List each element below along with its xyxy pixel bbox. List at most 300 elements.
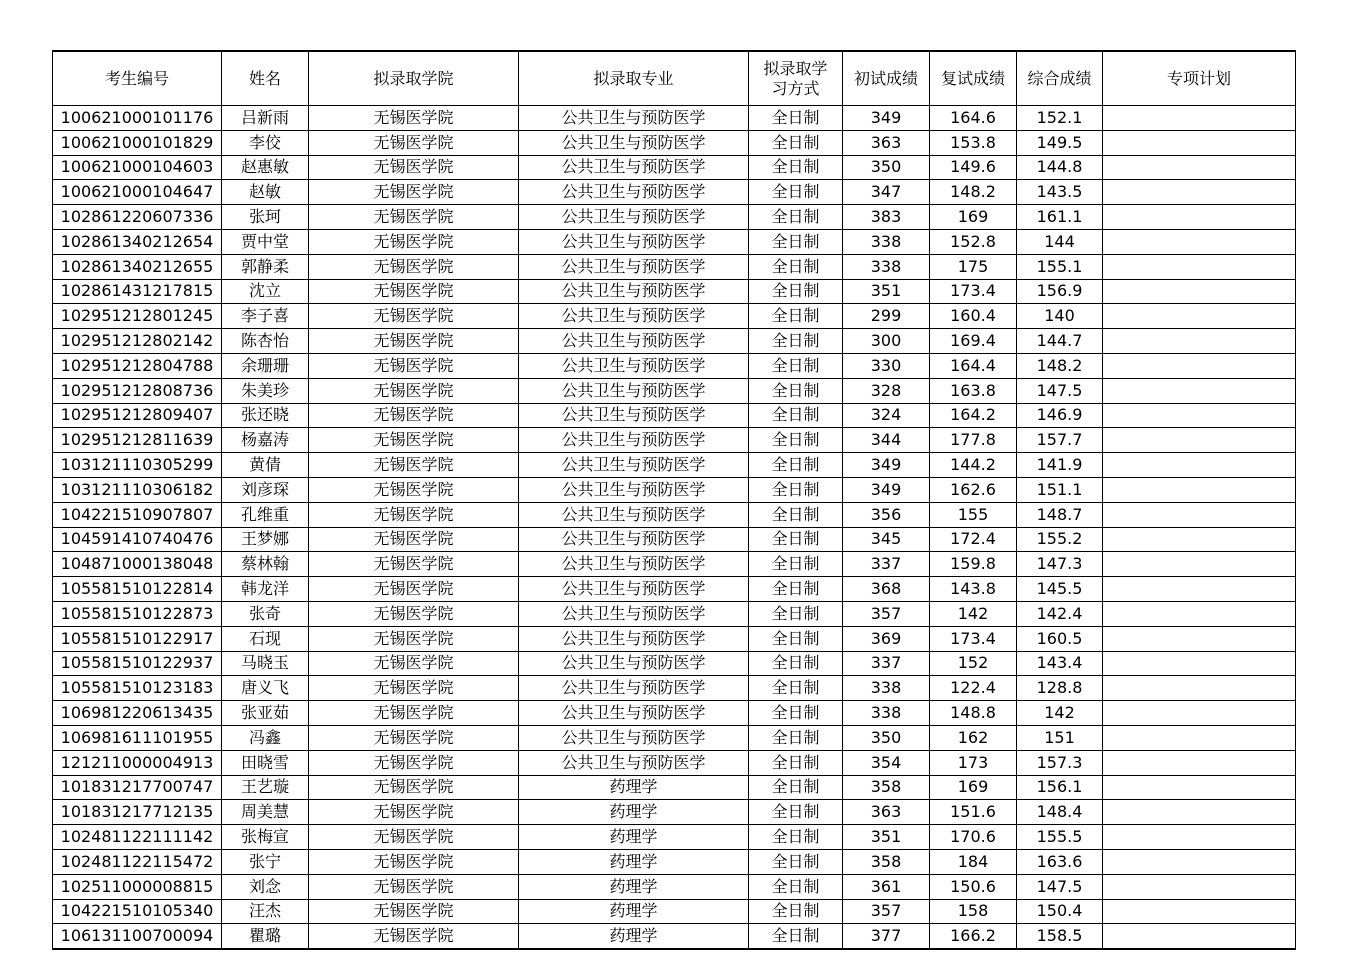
cell-name: 吕新雨	[222, 106, 309, 131]
cell-major: 药理学	[519, 849, 749, 874]
cell-major: 公共卫生与预防医学	[519, 750, 749, 775]
cell-study-mode: 全日制	[749, 924, 843, 949]
header-special-plan: 专项计划	[1103, 51, 1296, 106]
cell-special-plan	[1103, 800, 1296, 825]
cell-name: 张梅宣	[222, 825, 309, 850]
table-header	[53, 51, 1296, 106]
cell-initial-score: 377	[843, 924, 930, 949]
cell-name: 张亚茹	[222, 701, 309, 726]
cell-total-score: 147.3	[1017, 552, 1103, 577]
header-study-mode-line1: 拟录取学	[763, 58, 828, 78]
admission-table	[52, 50, 1296, 950]
cell-exam-id: 102951212809407	[53, 403, 222, 428]
cell-total-score: 152.1	[1017, 106, 1103, 131]
cell-exam-id: 102861431217815	[53, 279, 222, 304]
cell-name: 朱美珍	[222, 378, 309, 403]
cell-total-score: 151	[1017, 725, 1103, 750]
cell-retest-score: 184	[930, 849, 1017, 874]
cell-retest-score: 144.2	[930, 453, 1017, 478]
cell-study-mode: 全日制	[749, 304, 843, 329]
cell-retest-score: 150.6	[930, 874, 1017, 899]
cell-retest-score: 158	[930, 899, 1017, 924]
cell-college: 无锡医学院	[309, 651, 519, 676]
cell-exam-id: 104221510907807	[53, 502, 222, 527]
cell-initial-score: 337	[843, 651, 930, 676]
cell-name: 刘彦琛	[222, 477, 309, 502]
cell-special-plan	[1103, 725, 1296, 750]
cell-college: 无锡医学院	[309, 750, 519, 775]
cell-retest-score: 170.6	[930, 825, 1017, 850]
cell-total-score: 143.5	[1017, 180, 1103, 205]
cell-study-mode: 全日制	[749, 825, 843, 850]
cell-major: 公共卫生与预防医学	[519, 205, 749, 230]
cell-initial-score: 344	[843, 428, 930, 453]
cell-major: 药理学	[519, 924, 749, 949]
cell-major: 公共卫生与预防医学	[519, 453, 749, 478]
cell-name: 冯鑫	[222, 725, 309, 750]
cell-name: 李佼	[222, 130, 309, 155]
cell-study-mode: 全日制	[749, 106, 843, 131]
cell-exam-id: 104871000138048	[53, 552, 222, 577]
cell-college: 无锡医学院	[309, 825, 519, 850]
table-row	[53, 106, 1296, 131]
table-body	[53, 106, 1296, 950]
cell-major: 公共卫生与预防医学	[519, 155, 749, 180]
cell-major: 公共卫生与预防医学	[519, 279, 749, 304]
cell-major: 公共卫生与预防医学	[519, 676, 749, 701]
cell-special-plan	[1103, 378, 1296, 403]
cell-special-plan	[1103, 825, 1296, 850]
cell-total-score: 157.7	[1017, 428, 1103, 453]
cell-college: 无锡医学院	[309, 428, 519, 453]
cell-study-mode: 全日制	[749, 180, 843, 205]
table-row	[53, 825, 1296, 850]
cell-initial-score: 368	[843, 577, 930, 602]
table-row	[53, 750, 1296, 775]
cell-retest-score: 169.4	[930, 329, 1017, 354]
cell-special-plan	[1103, 651, 1296, 676]
cell-college: 无锡医学院	[309, 329, 519, 354]
cell-name: 蔡林翰	[222, 552, 309, 577]
cell-name: 王艺璇	[222, 775, 309, 800]
cell-total-score: 150.4	[1017, 899, 1103, 924]
cell-retest-score: 153.8	[930, 130, 1017, 155]
cell-major: 药理学	[519, 899, 749, 924]
cell-study-mode: 全日制	[749, 750, 843, 775]
cell-exam-id: 121211000004913	[53, 750, 222, 775]
cell-special-plan	[1103, 676, 1296, 701]
cell-total-score: 140	[1017, 304, 1103, 329]
cell-retest-score: 164.4	[930, 353, 1017, 378]
cell-major: 公共卫生与预防医学	[519, 378, 749, 403]
cell-special-plan	[1103, 106, 1296, 131]
table-row	[53, 304, 1296, 329]
cell-total-score: 146.9	[1017, 403, 1103, 428]
cell-exam-id: 102861340212655	[53, 254, 222, 279]
cell-retest-score: 148.2	[930, 180, 1017, 205]
cell-retest-score: 155	[930, 502, 1017, 527]
cell-exam-id: 103121110305299	[53, 453, 222, 478]
cell-total-score: 145.5	[1017, 577, 1103, 602]
cell-total-score: 148.2	[1017, 353, 1103, 378]
cell-major: 公共卫生与预防医学	[519, 403, 749, 428]
cell-total-score: 149.5	[1017, 130, 1103, 155]
cell-retest-score: 159.8	[930, 552, 1017, 577]
cell-special-plan	[1103, 304, 1296, 329]
cell-college: 无锡医学院	[309, 155, 519, 180]
cell-exam-id: 100621000101829	[53, 130, 222, 155]
cell-retest-score: 173.4	[930, 279, 1017, 304]
cell-study-mode: 全日制	[749, 874, 843, 899]
cell-special-plan	[1103, 527, 1296, 552]
cell-study-mode: 全日制	[749, 254, 843, 279]
cell-name: 王梦娜	[222, 527, 309, 552]
cell-retest-score: 169	[930, 205, 1017, 230]
table-row	[53, 775, 1296, 800]
cell-initial-score: 299	[843, 304, 930, 329]
cell-retest-score: 152	[930, 651, 1017, 676]
cell-college: 无锡医学院	[309, 924, 519, 949]
cell-total-score: 156.1	[1017, 775, 1103, 800]
cell-retest-score: 160.4	[930, 304, 1017, 329]
cell-initial-score: 300	[843, 329, 930, 354]
cell-total-score: 148.4	[1017, 800, 1103, 825]
cell-total-score: 128.8	[1017, 676, 1103, 701]
cell-initial-score: 357	[843, 899, 930, 924]
cell-total-score: 147.5	[1017, 874, 1103, 899]
cell-study-mode: 全日制	[749, 899, 843, 924]
cell-major: 公共卫生与预防医学	[519, 180, 749, 205]
cell-study-mode: 全日制	[749, 130, 843, 155]
table-row	[53, 651, 1296, 676]
cell-total-score: 160.5	[1017, 626, 1103, 651]
table-row	[53, 502, 1296, 527]
table-row	[53, 254, 1296, 279]
cell-exam-id: 102951212802142	[53, 329, 222, 354]
cell-special-plan	[1103, 130, 1296, 155]
table-row	[53, 601, 1296, 626]
cell-exam-id: 100621000104603	[53, 155, 222, 180]
cell-exam-id: 103121110306182	[53, 477, 222, 502]
cell-special-plan	[1103, 849, 1296, 874]
cell-major: 公共卫生与预防医学	[519, 229, 749, 254]
cell-exam-id: 105581510122917	[53, 626, 222, 651]
cell-college: 无锡医学院	[309, 180, 519, 205]
cell-major: 药理学	[519, 775, 749, 800]
cell-major: 公共卫生与预防医学	[519, 130, 749, 155]
cell-initial-score: 328	[843, 378, 930, 403]
cell-initial-score: 349	[843, 453, 930, 478]
cell-exam-id: 100621000104647	[53, 180, 222, 205]
cell-major: 公共卫生与预防医学	[519, 601, 749, 626]
cell-total-score: 161.1	[1017, 205, 1103, 230]
cell-major: 公共卫生与预防医学	[519, 304, 749, 329]
cell-exam-id: 102511000008815	[53, 874, 222, 899]
cell-initial-score: 324	[843, 403, 930, 428]
cell-initial-score: 363	[843, 130, 930, 155]
cell-retest-score: 152.8	[930, 229, 1017, 254]
cell-special-plan	[1103, 155, 1296, 180]
cell-exam-id: 105581510122937	[53, 651, 222, 676]
header-name: 姓名	[222, 51, 309, 106]
cell-exam-id: 105581510122814	[53, 577, 222, 602]
table-row	[53, 676, 1296, 701]
table-row	[53, 552, 1296, 577]
cell-name: 汪杰	[222, 899, 309, 924]
cell-special-plan	[1103, 552, 1296, 577]
cell-initial-score: 338	[843, 701, 930, 726]
cell-college: 无锡医学院	[309, 279, 519, 304]
table-row	[53, 130, 1296, 155]
table-row	[53, 849, 1296, 874]
cell-name: 张奇	[222, 601, 309, 626]
cell-name: 周美慧	[222, 800, 309, 825]
table-row	[53, 453, 1296, 478]
cell-total-score: 151.1	[1017, 477, 1103, 502]
cell-study-mode: 全日制	[749, 701, 843, 726]
cell-initial-score: 358	[843, 775, 930, 800]
cell-name: 孔维重	[222, 502, 309, 527]
cell-study-mode: 全日制	[749, 775, 843, 800]
cell-exam-id: 102481122115472	[53, 849, 222, 874]
cell-initial-score: 383	[843, 205, 930, 230]
cell-study-mode: 全日制	[749, 279, 843, 304]
cell-retest-score: 163.8	[930, 378, 1017, 403]
cell-college: 无锡医学院	[309, 775, 519, 800]
header-study-mode	[749, 51, 843, 106]
table-row	[53, 329, 1296, 354]
cell-major: 公共卫生与预防医学	[519, 353, 749, 378]
cell-college: 无锡医学院	[309, 725, 519, 750]
cell-retest-score: 164.2	[930, 403, 1017, 428]
cell-special-plan	[1103, 403, 1296, 428]
cell-total-score: 155.2	[1017, 527, 1103, 552]
cell-special-plan	[1103, 626, 1296, 651]
cell-major: 药理学	[519, 874, 749, 899]
cell-exam-id: 102951212811639	[53, 428, 222, 453]
cell-special-plan	[1103, 353, 1296, 378]
cell-major: 药理学	[519, 800, 749, 825]
cell-exam-id: 105581510123183	[53, 676, 222, 701]
cell-college: 无锡医学院	[309, 304, 519, 329]
cell-college: 无锡医学院	[309, 477, 519, 502]
cell-major: 公共卫生与预防医学	[519, 329, 749, 354]
cell-college: 无锡医学院	[309, 800, 519, 825]
cell-initial-score: 338	[843, 229, 930, 254]
cell-college: 无锡医学院	[309, 577, 519, 602]
cell-initial-score: 356	[843, 502, 930, 527]
cell-retest-score: 122.4	[930, 676, 1017, 701]
cell-major: 公共卫生与预防医学	[519, 106, 749, 131]
cell-study-mode: 全日制	[749, 428, 843, 453]
table-row	[53, 229, 1296, 254]
cell-exam-id: 102861220607336	[53, 205, 222, 230]
cell-name: 沈立	[222, 279, 309, 304]
cell-retest-score: 173	[930, 750, 1017, 775]
cell-total-score: 163.6	[1017, 849, 1103, 874]
cell-exam-id: 100621000101176	[53, 106, 222, 131]
cell-college: 无锡医学院	[309, 552, 519, 577]
table-row	[53, 899, 1296, 924]
table-row	[53, 577, 1296, 602]
cell-study-mode: 全日制	[749, 725, 843, 750]
cell-name: 张宁	[222, 849, 309, 874]
table-row	[53, 428, 1296, 453]
cell-special-plan	[1103, 329, 1296, 354]
header-total-score: 综合成绩	[1017, 51, 1103, 106]
cell-total-score: 155.5	[1017, 825, 1103, 850]
cell-college: 无锡医学院	[309, 229, 519, 254]
cell-initial-score: 351	[843, 825, 930, 850]
cell-initial-score: 351	[843, 279, 930, 304]
cell-major: 公共卫生与预防医学	[519, 502, 749, 527]
cell-retest-score: 162.6	[930, 477, 1017, 502]
cell-exam-id: 106981220613435	[53, 701, 222, 726]
table-row	[53, 205, 1296, 230]
cell-study-mode: 全日制	[749, 229, 843, 254]
cell-college: 无锡医学院	[309, 254, 519, 279]
cell-college: 无锡医学院	[309, 453, 519, 478]
cell-retest-score: 175	[930, 254, 1017, 279]
cell-name: 马晓玉	[222, 651, 309, 676]
cell-initial-score: 357	[843, 601, 930, 626]
cell-retest-score: 164.6	[930, 106, 1017, 131]
cell-study-mode: 全日制	[749, 552, 843, 577]
cell-name: 石现	[222, 626, 309, 651]
cell-study-mode: 全日制	[749, 601, 843, 626]
cell-major: 药理学	[519, 825, 749, 850]
cell-name: 瞿璐	[222, 924, 309, 949]
cell-name: 杨嘉涛	[222, 428, 309, 453]
cell-exam-id: 102951212801245	[53, 304, 222, 329]
cell-retest-score: 173.4	[930, 626, 1017, 651]
cell-special-plan	[1103, 924, 1296, 949]
cell-name: 唐义飞	[222, 676, 309, 701]
cell-total-score: 155.1	[1017, 254, 1103, 279]
cell-study-mode: 全日制	[749, 205, 843, 230]
table-row	[53, 874, 1296, 899]
cell-study-mode: 全日制	[749, 155, 843, 180]
cell-total-score: 158.5	[1017, 924, 1103, 949]
cell-major: 公共卫生与预防医学	[519, 651, 749, 676]
table-row	[53, 378, 1296, 403]
cell-study-mode: 全日制	[749, 353, 843, 378]
cell-name: 郭静柔	[222, 254, 309, 279]
cell-total-score: 147.5	[1017, 378, 1103, 403]
cell-retest-score: 166.2	[930, 924, 1017, 949]
cell-major: 公共卫生与预防医学	[519, 701, 749, 726]
cell-name: 张珂	[222, 205, 309, 230]
cell-major: 公共卫生与预防医学	[519, 428, 749, 453]
cell-special-plan	[1103, 502, 1296, 527]
cell-retest-score: 143.8	[930, 577, 1017, 602]
cell-initial-score: 338	[843, 254, 930, 279]
table-row	[53, 626, 1296, 651]
table-row	[53, 180, 1296, 205]
cell-special-plan	[1103, 477, 1296, 502]
cell-exam-id: 104591410740476	[53, 527, 222, 552]
cell-initial-score: 350	[843, 155, 930, 180]
cell-name: 黄倩	[222, 453, 309, 478]
table-row	[53, 924, 1296, 949]
cell-study-mode: 全日制	[749, 378, 843, 403]
header-row	[53, 51, 1296, 106]
cell-initial-score: 358	[843, 849, 930, 874]
cell-major: 公共卫生与预防医学	[519, 477, 749, 502]
cell-special-plan	[1103, 205, 1296, 230]
cell-exam-id: 102481122111142	[53, 825, 222, 850]
cell-college: 无锡医学院	[309, 205, 519, 230]
cell-special-plan	[1103, 899, 1296, 924]
cell-study-mode: 全日制	[749, 849, 843, 874]
cell-study-mode: 全日制	[749, 477, 843, 502]
cell-retest-score: 162	[930, 725, 1017, 750]
header-study-mode-line2: 习方式	[771, 78, 820, 98]
table-row	[53, 701, 1296, 726]
cell-special-plan	[1103, 453, 1296, 478]
cell-exam-id: 102861340212654	[53, 229, 222, 254]
table-row	[53, 279, 1296, 304]
table-row	[53, 155, 1296, 180]
cell-study-mode: 全日制	[749, 527, 843, 552]
cell-study-mode: 全日制	[749, 651, 843, 676]
cell-retest-score: 172.4	[930, 527, 1017, 552]
cell-retest-score: 177.8	[930, 428, 1017, 453]
cell-retest-score: 148.8	[930, 701, 1017, 726]
cell-total-score: 144.7	[1017, 329, 1103, 354]
cell-retest-score: 169	[930, 775, 1017, 800]
cell-initial-score: 350	[843, 725, 930, 750]
cell-special-plan	[1103, 874, 1296, 899]
cell-college: 无锡医学院	[309, 676, 519, 701]
cell-total-score: 157.3	[1017, 750, 1103, 775]
cell-special-plan	[1103, 601, 1296, 626]
cell-initial-score: 337	[843, 552, 930, 577]
cell-initial-score: 338	[843, 676, 930, 701]
cell-college: 无锡医学院	[309, 601, 519, 626]
cell-retest-score: 151.6	[930, 800, 1017, 825]
cell-initial-score: 363	[843, 800, 930, 825]
cell-total-score: 144	[1017, 229, 1103, 254]
cell-study-mode: 全日制	[749, 676, 843, 701]
cell-college: 无锡医学院	[309, 874, 519, 899]
table-row	[53, 403, 1296, 428]
cell-special-plan	[1103, 577, 1296, 602]
cell-name: 赵敏	[222, 180, 309, 205]
cell-college: 无锡医学院	[309, 403, 519, 428]
cell-total-score: 143.4	[1017, 651, 1103, 676]
cell-special-plan	[1103, 750, 1296, 775]
cell-college: 无锡医学院	[309, 378, 519, 403]
cell-special-plan	[1103, 701, 1296, 726]
cell-major: 公共卫生与预防医学	[519, 577, 749, 602]
header-college: 拟录取学院	[309, 51, 519, 106]
table-row	[53, 527, 1296, 552]
cell-initial-score: 354	[843, 750, 930, 775]
cell-exam-id: 104221510105340	[53, 899, 222, 924]
cell-exam-id: 105581510122873	[53, 601, 222, 626]
cell-retest-score: 142	[930, 601, 1017, 626]
cell-college: 无锡医学院	[309, 502, 519, 527]
cell-exam-id: 106131100700094	[53, 924, 222, 949]
cell-special-plan	[1103, 775, 1296, 800]
cell-name: 张还晓	[222, 403, 309, 428]
cell-exam-id: 106981611101955	[53, 725, 222, 750]
cell-study-mode: 全日制	[749, 329, 843, 354]
cell-study-mode: 全日制	[749, 577, 843, 602]
table-row	[53, 800, 1296, 825]
cell-major: 公共卫生与预防医学	[519, 552, 749, 577]
